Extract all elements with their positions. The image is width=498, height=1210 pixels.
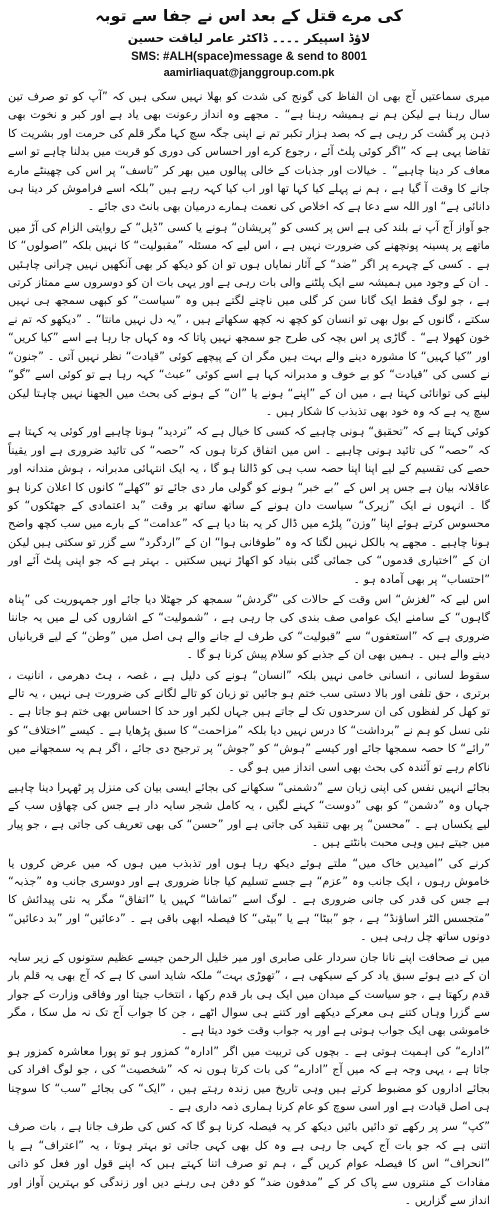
article-paragraph: ”ادارے“ کی اہمیت ہوتی ہے ۔ بچوں کی تربیت میں اگر ”ادارہ“ کمزور ہو تو پورا معاشرہ کمزور ہو جاتا ہے ، یہی وجہ ہے کہ میں آج ”ادارے“ کی بات کرتا ہوں نہ کہ ”شخصیت“ کی ، جو لوگ افراد کی بجائے اداروں کو مضبوط کرتے ہیں وہی تاریخ میں زندہ رہتے ہیں ، ”ایک“ کی بجائے ”سب“ کا سوچنا ہی اصل قیادت ہے اور اسی سوچ کو عام کرنا ہماری ذمہ داری ہے ۔ [8, 1044, 490, 1113]
article-paragraph: میری سماعتیں آج بھی ان الفاظ کی گونج کی شدت کو بھلا نہیں سکی ہیں کہ ”آپ کو تو صرف تین سال رہنا ہے لیکن ہم نے ہمیشہ رہنا ہے“ ۔ مجھے وہ انداز رعونت بھی یاد ہے اور کبر و نخوت بھی ذہن پر گشت کر رہی ہے کہ بصد ہزار تکبر تم نے اپنی جگہ سچ کہا مگر قلم کی حرمت اور بشریت کا تقاضا یہی ہے کہ ”اگر کوئی پلٹ آئے ، رجوع کرے اور احساس کی دوری کو قربت میں بدلنا چاہے تو اسے معاف کر دینا چاہیے“ ۔ خیالات اور جذبات کے خالی پیالوں میں بھر کر ”تاسف“ پر اس کی چھینٹے مارے جانے کا وقت آ گیا ہے ، ہم نے پہلے کیا کہا تھا اور اب کیا کہہ رہے ہیں ”بلکہ اسے فراموش کر دینا ہی دانائی ہے“ اور اللہ سے دعا ہے کہ اخلاص کی نعمت ہمارے درمیان بھی بانٹ دی جائے ۔ [8, 90, 490, 214]
article-paragraph: سقوط لسانی ، انسانی خامی نہیں بلکہ ”انسان“ ہونے کی دلیل ہے ، غصہ ، ہٹ دھرمی ، انانیت ، برتری ، حق تلفی اور بالا دستی سب ختم ہو جائیں تو زبان کو تالے لگانے کی ضرورت ہی نہیں ، یہ تالے تو کھل کر لفظوں کی ان سرحدوں تک لے جاتے ہیں جہاں لکیر اور حد کا احساس بھی ختم ہو جاتا ہے ۔ نئی نسل کو ہم نے ”برداشت“ کا درس نہیں دیا بلکہ ”مزاحمت“ کا سبق پڑھایا ہے ۔ کیسے ”اختلاف“ کو ”رائے“ کا حصہ سمجھا جائے اور کیسے ”ہوش“ کو ”جوش“ پر ترجیح دی جائے ، اگر ہم یہ سمجھانے میں ناکام رہے تو آئندہ کی بحث بھی اسی انداز میں ہو گی ۔ [8, 668, 490, 774]
article-header [0, 0, 498, 86]
author-email: aamirliaquat@janggroup.com.pk [163, 67, 335, 79]
article-byline: لاؤڈ اسپیکر ۔۔۔۔ ڈاکٹر عامر لیاقت حسین [127, 31, 371, 45]
article-paragraph: بجائے انہیں نفس کی اپنی زبان سے ”دشمنی“ سکھانے کی بجائے ایسی بیان کی منزل پر ٹھہرا دینا چاہیے جہاں وہ ”دشمن“ کو بھی ”دوست“ کہنے لگیں ، یہ کامل شجر سایہ دار ہے جس کی چھاؤں سب کے لیے یکساں ہے ۔ ”محسن“ پر بھی تنقید کی جاتی ہے اور ”حسن“ کی بھی تعریف کی جاتی ہے ، جو پیار میں جیتے ہیں وہی محبت بانٹتے ہیں ۔ [8, 781, 490, 850]
article-title: کی مرے قتل کے بعد اس نے جفا سے توبہ [95, 6, 403, 25]
article-paragraph: کرنے کی ”امیدیں خاک میں“ ملتے ہوئے دیکھ رہا ہوں اور تذبذب میں ہوں کہ میں عرض کروں یا خاموش رہوں ، ایک جانب وہ ”عزم“ ہے جسے تسلیم کیا جانا ضروری ہے اور دوسری جانب وہ ”جذبہ“ ہے جس کی قدر کی جانی ضروری ہے ۔ لوگ اسے ”تماشا“ کہیں یا ”اتفاق“ مگر یہ نئی پیدائش کا ”متجسس الٹر اساؤنڈ“ ہے ، جو ”بیٹا“ ہے یا ”بیٹی“ کا فیصلہ ابھی باقی ہے ۔ ”دعائیں“ اور ”بد دعائیں“ دونوں ساتھ چل رہی ہیں ۔ [8, 856, 490, 944]
article-body [8, 88, 490, 1207]
article-paragraph: کوئی کہتا ہے کہ ”تحقیق“ ہونی چاہیے کہ کسی کا خیال ہے کہ ”تردید“ ہونا چاہیے اور کوئی یہ کہتا ہے کہ ”حصہ“ کی تائید ہونی چاہیے ۔ اس میں اتفاق کرتا ہوں کہ ”حصہ“ کی تائید ضروری ہے اور یقیناً حصے کی تقسیم کے لیے اپنا اپنا حصہ سب ہی کو ڈالنا ہو گا ، یہ ایک انتہائی مدبرانہ ، ہوش مندانہ اور عاقلانہ بیان ہے جس پر اس کے ”بے خبر“ ہونے کو گولی مار دی جائے تو ”کھلے“ کانوں کا اعلان کرنا ہو گا ۔ انہوں نے ایک ”زیرک“ سیاست دان ہونے کے ساتھ ساتھ بر وقت ”بد اعتمادی کے جھٹکوں“ کو محسوس کرتے ہوئے اپنا ”وزن“ پلڑے میں ڈال کر یہ بتا دیا ہے کہ ”عدامت“ کے بارے میں سب کچھ واضح ہونا چاہیے ۔ مجھے یہ بالکل نہیں لگتا کہ وہ ”طوفانی ہوا“ ان کے ”اردگرد“ سے گزر تو سکتی ہیں لیکن ان کے ”اختیاری قدموں“ کی جمائی گئی بنیاد کو اکھاڑ نہیں سکتیں ۔ بہتر ہے کہ جو اپنی پلٹ آئے اور ”احتساب“ پر بھی آمادہ ہو ۔ [8, 425, 490, 586]
sms-instructions: SMS: #ALH(space)message & send to 8001 [131, 51, 367, 63]
article-paragraph: ”کپ“ سر پر رکھے تو دائیں بائیں دیکھ کر یہ فیصلہ کرنا ہو گا کہ کس کی طرف جانا ہے ، بات صرف اتنی ہے کہ جو بات آج کہی جا رہی ہے وہ کل بھی کہی جاتی تو بہتر ہوتا ، یہ ”اعتراف“ ہے یا ”انحراف“ اس کا فیصلہ عوام کریں گے ، ہم تو صرف اتنا کہتے ہیں کہ اپنے قول اور فعل کو ذاتی مفادات کے منتروں سے پاک کر کے ”مدفون ضد“ کو دفن ہی رہنے دیں اور زندگی کو بہترین آواز اور انداز سے گزاریں ۔ [8, 1120, 490, 1207]
article-paragraph: میں نے صحافت اپنے نانا جان سردار علی صابری اور میر خلیل الرحمن جیسے عظیم ستونوں کے زیر سایہ ان کے دیے ہوئے سبق یاد کر کے سیکھی ہے ، ”تھوڑی بہت“ ملکہ شاید اسی کا ہے کہ آج بھی یہ قلم بار قدم رکھتا ہے ، جو سیاست کے میدان میں ایک ہی بار قدم رکھا ، انتخاب جیتا اور وفاقی وزارت کے جوار سے گزرا وہاں کتنے ہی معرکے دیکھے اور کتنے ہی سوال اٹھے ، جن کا جواب آج تک نہ مل سکا ، مگر خاموشی بھی ایک جواب ہوتی ہے اور یہ جواب وقت خود دیتا ہے ۔ [8, 950, 490, 1038]
article-paragraph: جو آواز آج آپ نے بلند کی ہے اس پر کسی کو ”پریشان“ ہونے یا کسی ”ڈیل“ کے روایتی الزام کی آڑ میں ماتھے پر پسینہ پونچھنے کی ضرورت نہیں ہے ، اس لیے کہ مسئلہ ”مقبولیت“ کا نہیں بلکہ ”اصولوں“ کا ہے ۔ کسی کے چہرے پر اگر ”ضد“ کے آثار نمایاں ہوں تو ان کو دیکھ کر بھی آنکھیں نہیں چرانی چاہئیں ۔ ان کے وجود میں ہمیشہ سے ایک پلٹنے والی بات رہی ہے اور یہی بات ان کو دوسروں سے ممتاز کرتی ہے ، جو لوگ فقط ایک گانا سن کر گلی میں ناچنے لگتے ہیں وہ ”سیاست“ کو کبھی سمجھ ہی نہیں سکتے ، گانوں کے بول بھی تو انسان کو کچھ نہ کچھ سکھاتے ہیں ، ”یہ دل نہیں مانتا“ ۔ ”دیکھو کہ تم نے خون کھولا ہے“ ۔ گاڑی پر اس بچہ کی طرح جو سمجھ نہیں پاتا کہ وہ کہاں جا رہا ہے اسے ”کیا کریں“ اور ”کیا کہیں“ کا مشورہ دینے والے بہت ہیں مگر ان کے پیچھے کوئی ”قیادت“ نظر نہیں آتی ۔ ”جنون“ نے کسی کی ”قیادت“ کو بے خوف و مدبرانہ کہا ہے اسے کوئی ”عبث“ کہہ رہا ہے تو کوئی اسے ”گو“ لینے کی توانائی کہتا ہے ، میں ان کے ”اپنے“ ہونے یا ”ان“ کے ہونے کی بحث میں الجھنا نہیں چاہتا لیکن سچ یہ ہے کہ وہ خود بھی تذبذب کا شکار ہیں ۔ [8, 220, 490, 418]
article-paragraph: اس لیے کہ ”لغزش“ اس وقت کے حالات کی ”گردش“ سمجھ کر جھٹلا دیا جائے اور جمہوریت کی ”پناہ گاہوں“ کے سامنے ایک عوامی صف بندی کی جا رہی ہے ، ”شمولیت“ کے اشاروں کی لے میں یہ جاننا ضروری ہے کہ ”استعفوں“ سے ”قبولیت“ کی طرف لے جانے والے ہی اصل میں ”وطن“ کے لیے قربانیاں دینے والے ہیں ۔ ہمیں بھی ان کے جذبے کو سلام پیش کرنا ہو گا ۔ [8, 592, 490, 662]
